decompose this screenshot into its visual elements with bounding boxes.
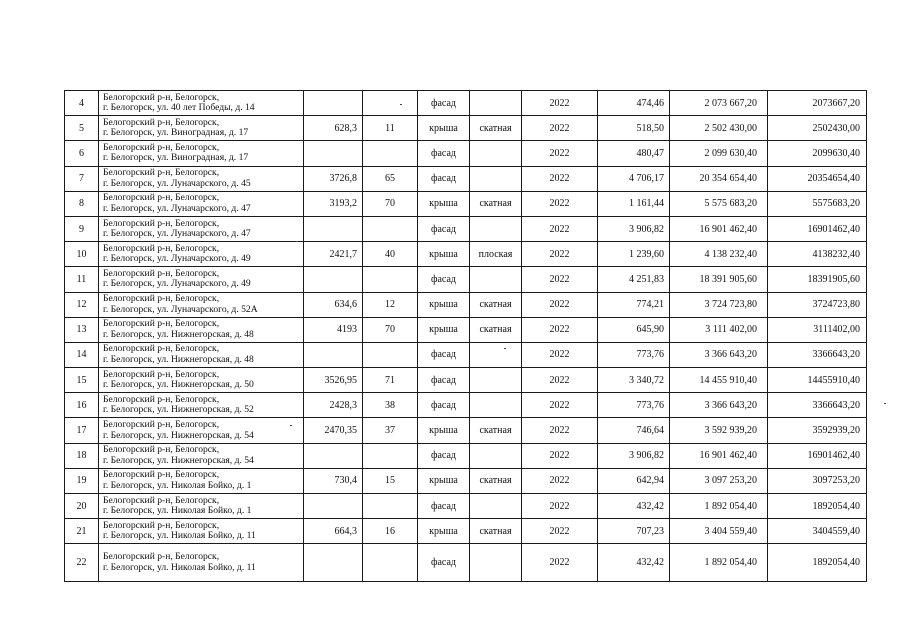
total-area-cell: [304, 443, 363, 468]
row-number: 12: [65, 292, 99, 317]
year-cell: 2022: [522, 267, 598, 292]
address-cell: [99, 292, 304, 317]
address-street: г. Белогорск, ул. Николая Бойко, д. 1: [103, 479, 252, 491]
row-number: 16: [65, 393, 99, 418]
apartments-count-cell: 70: [363, 317, 418, 342]
unit-price-cell: 645,90: [598, 317, 670, 342]
total-cost-cell: 18 391 905,60: [670, 267, 768, 292]
total-area-cell: 2428,3: [304, 393, 363, 418]
row-number: 15: [65, 368, 99, 393]
total-cost-cell: 3 724 723,80: [670, 292, 768, 317]
address-district: Белогорский р-н, Белогорск,: [103, 393, 220, 405]
total-cost-plain-cell: 3404559,40: [768, 519, 867, 544]
roof-type-cell: [470, 342, 522, 367]
total-cost-plain-cell: 2099630,40: [768, 141, 867, 166]
address-street: г. Белогорск, ул. Луначарского, д. 47: [103, 202, 251, 214]
total-cost-cell: 16 901 462,40: [670, 216, 768, 241]
year-cell: 2022: [522, 342, 598, 367]
total-cost-plain-cell: 16901462,40: [768, 443, 867, 468]
table-row: [65, 393, 867, 418]
total-cost-plain-cell: 20354654,40: [768, 166, 867, 191]
address-cell: [99, 342, 304, 367]
total-cost-plain-cell: 3366643,20: [768, 342, 867, 367]
total-cost-cell: 3 592 939,20: [670, 418, 768, 443]
total-cost-cell: 3 404 559,40: [670, 519, 768, 544]
work-type-cell: фасад: [418, 141, 470, 166]
address-district: Белогорский р-н, Белогорск,: [103, 519, 220, 531]
work-type-cell: крыша: [418, 242, 470, 267]
total-area-cell: 3526,95: [304, 368, 363, 393]
unit-price-cell: 4 706,17: [598, 166, 670, 191]
table-row: [65, 544, 867, 582]
unit-price-cell: 3 340,72: [598, 368, 670, 393]
work-type-cell: фасад: [418, 342, 470, 367]
unit-price-cell: 707,23: [598, 519, 670, 544]
address-district: Белогорский р-н, Белогорск,: [103, 141, 220, 153]
total-cost-cell: 2 099 630,40: [670, 141, 768, 166]
address-street: г. Белогорск, ул. Нижнегорская, д. 52: [103, 404, 254, 416]
row-number: 18: [65, 443, 99, 468]
roof-type-cell: скатная: [470, 191, 522, 216]
total-cost-cell: 16 901 462,40: [670, 443, 768, 468]
address-street: г. Белогорск, ул. Луначарского, д. 45: [103, 177, 251, 189]
year-cell: 2022: [522, 468, 598, 493]
unit-price-cell: 642,94: [598, 468, 670, 493]
address-district: Белогорский р-н, Белогорск,: [103, 469, 220, 481]
roof-type-cell: скатная: [470, 418, 522, 443]
work-type-cell: крыша: [418, 519, 470, 544]
roof-type-cell: [470, 141, 522, 166]
roof-type-cell: скатная: [470, 116, 522, 141]
row-number: 20: [65, 494, 99, 519]
apartments-count-cell: [363, 342, 418, 367]
row-number: 13: [65, 317, 99, 342]
total-area-cell: 634,6: [304, 292, 363, 317]
total-cost-plain-cell: 1892054,40: [768, 494, 867, 519]
total-area-cell: 3726,8: [304, 166, 363, 191]
apartments-count-cell: [363, 267, 418, 292]
apartments-count-cell: [363, 141, 418, 166]
roof-type-cell: скатная: [470, 468, 522, 493]
total-cost-cell: 2 502 430,00: [670, 116, 768, 141]
roof-type-cell: скатная: [470, 292, 522, 317]
apartments-count-cell: 70: [363, 191, 418, 216]
address-cell: [99, 242, 304, 267]
total-cost-plain-cell: 4138232,40: [768, 242, 867, 267]
row-number: 19: [65, 468, 99, 493]
total-cost-plain-cell: 18391905,60: [768, 267, 867, 292]
work-type-cell: крыша: [418, 292, 470, 317]
year-cell: 2022: [522, 317, 598, 342]
roof-type-cell: [470, 494, 522, 519]
address-street: г. Белогорск, ул. Луначарского, д. 49: [103, 253, 251, 265]
total-cost-plain-cell: 16901462,40: [768, 216, 867, 241]
year-cell: 2022: [522, 393, 598, 418]
work-type-cell: фасад: [418, 443, 470, 468]
total-area-cell: [304, 494, 363, 519]
total-cost-plain-cell: 1892054,40: [768, 544, 867, 582]
table-row: [65, 342, 867, 367]
row-number: 6: [65, 141, 99, 166]
address-street: г. Белогорск, ул. Николая Бойко, д. 1: [103, 505, 252, 517]
address-cell: [99, 368, 304, 393]
total-cost-cell: 2 073 667,20: [670, 91, 768, 116]
total-area-cell: [304, 544, 363, 582]
address-cell: [99, 393, 304, 418]
roof-type-cell: скатная: [470, 317, 522, 342]
total-area-cell: [304, 267, 363, 292]
total-cost-plain-cell: 14455910,40: [768, 368, 867, 393]
address-district: Белогорский р-н, Белогорск,: [103, 444, 220, 456]
table-row: [65, 242, 867, 267]
roof-type-cell: [470, 393, 522, 418]
total-area-cell: 628,3: [304, 116, 363, 141]
address-district: Белогорский р-н, Белогорск,: [103, 419, 220, 431]
address-cell: [99, 141, 304, 166]
scan-speck: [400, 104, 402, 105]
roof-type-cell: [470, 166, 522, 191]
unit-price-cell: 774,21: [598, 292, 670, 317]
unit-price-cell: 432,42: [598, 544, 670, 582]
unit-price-cell: 3 906,82: [598, 216, 670, 241]
address-cell: [99, 216, 304, 241]
roof-type-cell: плоская: [470, 242, 522, 267]
roof-type-cell: скатная: [470, 519, 522, 544]
total-area-cell: [304, 141, 363, 166]
row-number: 7: [65, 166, 99, 191]
row-number: 21: [65, 519, 99, 544]
table-row: [65, 443, 867, 468]
address-street: г. Белогорск, ул. Луначарского, д. 49: [103, 278, 251, 290]
total-cost-plain-cell: 3592939,20: [768, 418, 867, 443]
row-number: 10: [65, 242, 99, 267]
address-street: г. Белогорск, ул. Луначарского, д. 52А: [103, 303, 258, 315]
table-row: [65, 116, 867, 141]
total-cost-cell: 3 366 643,20: [670, 342, 768, 367]
apartments-count-cell: 65: [363, 166, 418, 191]
unit-price-cell: 773,76: [598, 393, 670, 418]
roof-type-cell: [470, 267, 522, 292]
roof-type-cell: [470, 216, 522, 241]
year-cell: 2022: [522, 242, 598, 267]
apartments-count-cell: [363, 91, 418, 116]
row-number: 4: [65, 91, 99, 116]
total-area-cell: [304, 342, 363, 367]
address-cell: [99, 191, 304, 216]
total-area-cell: 730,4: [304, 468, 363, 493]
address-street: г. Белогорск, ул. Луначарского, д. 47: [103, 228, 251, 240]
total-cost-cell: 3 366 643,20: [670, 393, 768, 418]
work-type-cell: крыша: [418, 116, 470, 141]
total-cost-plain-cell: 2502430,00: [768, 116, 867, 141]
address-street: г. Белогорск, ул. Нижнегорская, д. 50: [103, 379, 254, 391]
address-district: Белогорский р-н, Белогорск,: [103, 267, 220, 279]
address-street: г. Белогорск, ул. Николая Бойко, д. 11: [103, 530, 256, 542]
work-type-cell: фасад: [418, 267, 470, 292]
address-district: Белогорский р-н, Белогорск,: [103, 91, 220, 103]
address-cell: [99, 317, 304, 342]
total-area-cell: 4193: [304, 317, 363, 342]
work-type-cell: фасад: [418, 91, 470, 116]
address-cell: [99, 443, 304, 468]
table-row: [65, 292, 867, 317]
total-cost-cell: 4 138 232,40: [670, 242, 768, 267]
apartments-count-cell: [363, 494, 418, 519]
year-cell: 2022: [522, 494, 598, 519]
unit-price-cell: 3 906,82: [598, 443, 670, 468]
work-type-cell: крыша: [418, 317, 470, 342]
address-district: Белогорский р-н, Белогорск,: [103, 368, 220, 380]
total-cost-plain-cell: 2073667,20: [768, 91, 867, 116]
address-street: г. Белогорск, ул. Нижнегорская, д. 48: [103, 353, 254, 365]
address-cell: [99, 166, 304, 191]
address-street: г. Белогорск, ул. Николая Бойко, д. 11: [103, 561, 256, 573]
table-row: [65, 91, 867, 116]
unit-price-cell: 432,42: [598, 494, 670, 519]
row-number: 11: [65, 267, 99, 292]
table-row: [65, 191, 867, 216]
apartments-count-cell: 15: [363, 468, 418, 493]
table-row: [65, 418, 867, 443]
year-cell: 2022: [522, 368, 598, 393]
roof-type-cell: [470, 368, 522, 393]
total-cost-cell: 5 575 683,20: [670, 191, 768, 216]
table-row: [65, 368, 867, 393]
address-cell: [99, 519, 304, 544]
address-cell: [99, 418, 304, 443]
table-row: [65, 494, 867, 519]
scan-speck: [290, 425, 292, 426]
apartments-count-cell: [363, 443, 418, 468]
apartments-count-cell: [363, 216, 418, 241]
apartments-count-cell: 40: [363, 242, 418, 267]
work-type-cell: фасад: [418, 368, 470, 393]
table-row: [65, 519, 867, 544]
address-district: Белогорский р-н, Белогорск,: [103, 242, 220, 254]
year-cell: 2022: [522, 443, 598, 468]
table-body: [65, 91, 867, 582]
scan-speck: [884, 403, 886, 404]
scan-speck: [296, 241, 298, 242]
work-type-cell: крыша: [418, 468, 470, 493]
year-cell: 2022: [522, 544, 598, 582]
roof-type-cell: [470, 544, 522, 582]
apartments-count-cell: 16: [363, 519, 418, 544]
work-type-cell: фасад: [418, 544, 470, 582]
unit-price-cell: 746,64: [598, 418, 670, 443]
address-street: г. Белогорск, ул. Нижнегорская, д. 54: [103, 454, 254, 466]
address-district: Белогорский р-н, Белогорск,: [103, 192, 220, 204]
row-number: 9: [65, 216, 99, 241]
scan-speck: [504, 348, 506, 349]
address-district: Белогорский р-н, Белогорск,: [103, 217, 220, 229]
address-cell: [99, 267, 304, 292]
year-cell: 2022: [522, 418, 598, 443]
address-district: Белогорский р-н, Белогорск,: [103, 116, 220, 128]
table-row: [65, 317, 867, 342]
address-street: г. Белогорск, ул. Виноградная, д. 17: [103, 152, 249, 164]
unit-price-cell: 518,50: [598, 116, 670, 141]
work-type-cell: фасад: [418, 494, 470, 519]
work-type-cell: крыша: [418, 418, 470, 443]
address-district: Белогорский р-н, Белогорск,: [103, 318, 220, 330]
unit-price-cell: 4 251,83: [598, 267, 670, 292]
total-cost-cell: 14 455 910,40: [670, 368, 768, 393]
total-cost-plain-cell: 3366643,20: [768, 393, 867, 418]
work-type-cell: фасад: [418, 393, 470, 418]
total-cost-plain-cell: 3724723,80: [768, 292, 867, 317]
address-cell: [99, 544, 304, 582]
apartments-count-cell: 12: [363, 292, 418, 317]
apartments-count-cell: 37: [363, 418, 418, 443]
table-row: [65, 468, 867, 493]
address-district: Белогорский р-н, Белогорск,: [103, 343, 220, 355]
address-cell: [99, 494, 304, 519]
apartments-count-cell: 71: [363, 368, 418, 393]
row-number: 8: [65, 191, 99, 216]
year-cell: 2022: [522, 216, 598, 241]
row-number: 17: [65, 418, 99, 443]
work-type-cell: крыша: [418, 191, 470, 216]
apartments-count-cell: 11: [363, 116, 418, 141]
table-row: [65, 141, 867, 166]
address-cell: [99, 116, 304, 141]
year-cell: 2022: [522, 91, 598, 116]
unit-price-cell: 474,46: [598, 91, 670, 116]
total-area-cell: 2421,7: [304, 242, 363, 267]
year-cell: 2022: [522, 191, 598, 216]
roof-type-cell: [470, 443, 522, 468]
year-cell: 2022: [522, 116, 598, 141]
repair-schedule-table: [64, 90, 867, 582]
total-cost-cell: 1 892 054,40: [670, 494, 768, 519]
total-area-cell: [304, 91, 363, 116]
unit-price-cell: 1 239,60: [598, 242, 670, 267]
total-area-cell: 3193,2: [304, 191, 363, 216]
row-number: 22: [65, 544, 99, 582]
year-cell: 2022: [522, 166, 598, 191]
row-number: 5: [65, 116, 99, 141]
address-street: г. Белогорск, ул. Нижнегорская, д. 48: [103, 328, 254, 340]
work-type-cell: фасад: [418, 216, 470, 241]
total-cost-plain-cell: 5575683,20: [768, 191, 867, 216]
apartments-count-cell: 38: [363, 393, 418, 418]
address-street: г. Белогорск, ул. Виноградная, д. 17: [103, 127, 249, 139]
address-street: г. Белогорск, ул. Нижнегорская, д. 54: [103, 429, 254, 441]
table-row: [65, 166, 867, 191]
address-street: г. Белогорск, ул. 40 лет Победы, д. 14: [103, 102, 255, 114]
address-district: Белогорский р-н, Белогорск,: [103, 551, 220, 563]
total-cost-cell: 3 111 402,00: [670, 317, 768, 342]
total-area-cell: [304, 216, 363, 241]
total-area-cell: 2470,35: [304, 418, 363, 443]
address-cell: [99, 468, 304, 493]
table-row: [65, 267, 867, 292]
total-area-cell: 664,3: [304, 519, 363, 544]
address-district: Белогорский р-н, Белогорск,: [103, 494, 220, 506]
work-type-cell: фасад: [418, 166, 470, 191]
year-cell: 2022: [522, 519, 598, 544]
total-cost-plain-cell: 3111402,00: [768, 317, 867, 342]
address-cell: [99, 91, 304, 116]
year-cell: 2022: [522, 292, 598, 317]
row-number: 14: [65, 342, 99, 367]
unit-price-cell: 773,76: [598, 342, 670, 367]
total-cost-cell: 20 354 654,40: [670, 166, 768, 191]
total-cost-cell: 3 097 253,20: [670, 468, 768, 493]
table-row: [65, 216, 867, 241]
unit-price-cell: 480,47: [598, 141, 670, 166]
address-district: Белогорский р-н, Белогорск,: [103, 293, 220, 305]
roof-type-cell: [470, 91, 522, 116]
address-district: Белогорский р-н, Белогорск,: [103, 167, 220, 179]
apartments-count-cell: [363, 544, 418, 582]
total-cost-plain-cell: 3097253,20: [768, 468, 867, 493]
total-cost-cell: 1 892 054,40: [670, 544, 768, 582]
unit-price-cell: 1 161,44: [598, 191, 670, 216]
year-cell: 2022: [522, 141, 598, 166]
